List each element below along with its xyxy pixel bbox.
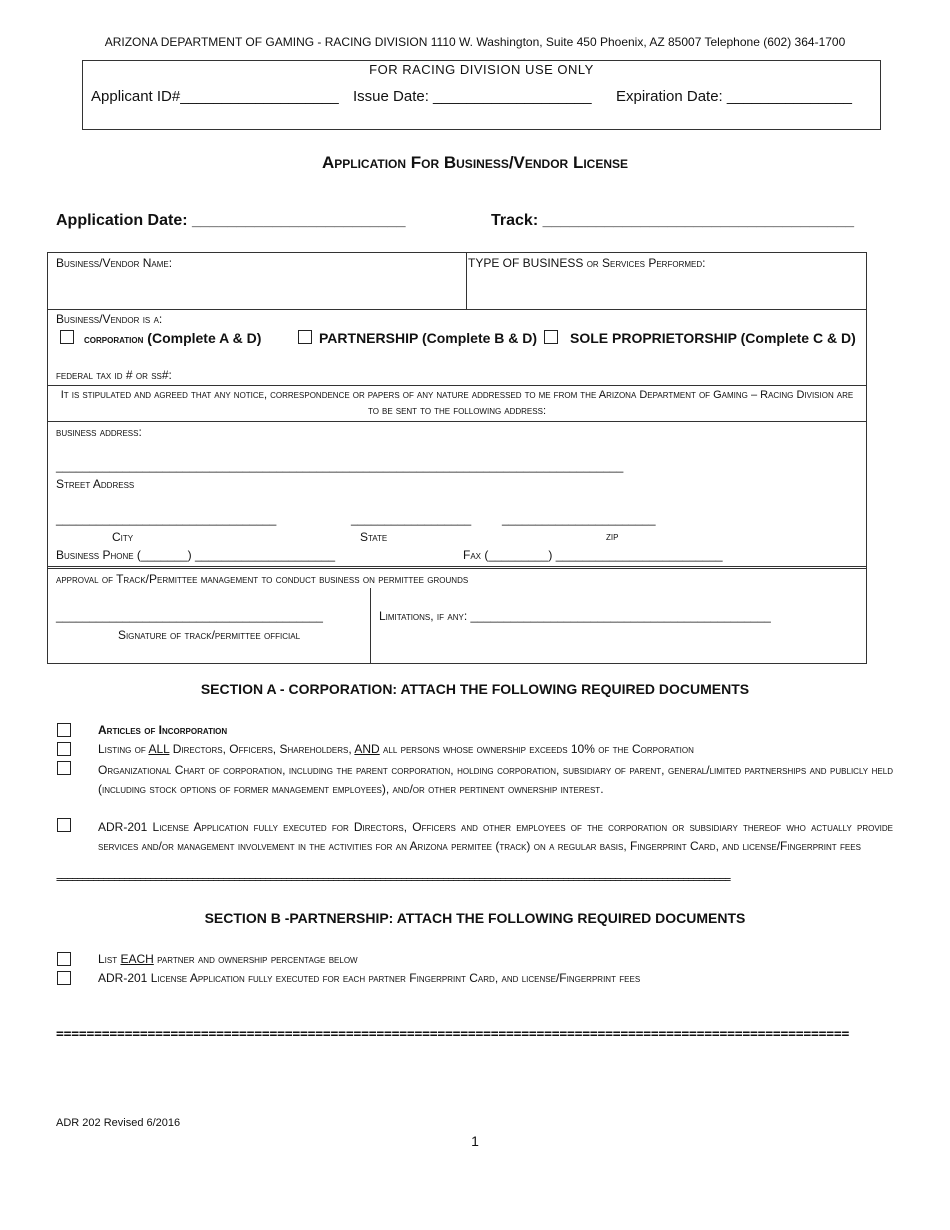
page-number: 1 [471, 1133, 479, 1149]
partner-list-checkbox[interactable] [57, 952, 71, 966]
zip-line[interactable]: _______________________ [502, 512, 656, 526]
expiration-date-field[interactable]: Expiration Date: _______________ [616, 88, 853, 105]
partnership-option-label: PARTNERSHIP (Complete B & D) [319, 330, 538, 346]
business-type-input[interactable] [470, 272, 860, 302]
articles-checkbox[interactable] [57, 723, 71, 737]
office-use-box [82, 60, 881, 130]
state-line[interactable]: __________________ [351, 512, 472, 526]
zip-label: zip [606, 531, 619, 543]
street-address-label: Street Address [56, 477, 135, 491]
form-revision: ADR 202 Revised 6/2016 [56, 1117, 181, 1129]
listing-checkbox[interactable] [57, 742, 71, 756]
city-line[interactable]: _________________________________ [56, 512, 277, 526]
section-b-title: SECTION B -PARTNERSHIP: ATTACH THE FOLLOWING REQUIRED DOCUMENTS [204, 910, 746, 926]
entity-type-label: Business/Vendor is a: [56, 312, 163, 326]
tax-id-input[interactable] [200, 366, 800, 382]
applicant-id-field[interactable]: Applicant ID#___________________ [91, 88, 339, 105]
agency-header: ARIZONA DEPARTMENT OF GAMING - RACING DIVISION 1110 W. Washington, Suite 450 Phoenix, AZ 85007 Telephone (602) 364-1700 [104, 35, 846, 49]
business-name-label: Business/Vendor Name: [56, 256, 173, 270]
issue-date-field[interactable]: Issue Date: ___________________ [353, 88, 592, 105]
business-type-label: TYPE OF BUSINESS or Services Performed: [468, 256, 706, 270]
address-stipulation: It is stipulated and agreed that any notice, correspondence or papers of any nature addressed to me from the Arizona Department of Gaming – Racing Division are to be sent to the following address: [60, 389, 854, 417]
approval-label: approval of Track/Permittee management to conduct business on permittee grounds [56, 572, 469, 586]
listing-item: Listing of ALL Directors, Officers, Shareholders, AND all persons whose ownership exceeds 10% of the Corporation [98, 742, 694, 756]
sole-proprietorship-option-label: SOLE PROPRIETORSHIP (Complete C & D) [570, 330, 856, 346]
partnership-checkbox[interactable] [298, 330, 312, 344]
track-field[interactable]: Track: ___________________________________ [491, 212, 855, 229]
partner-list-item: List EACH partner and ownership percentage below [98, 952, 358, 966]
street-address-line[interactable]: _____________________________________________________________________________________ [56, 459, 624, 473]
org-chart-item: Organizational Chart of corporation, including the parent corporation, holding corporation, subsidiary of parent, general/limited partnerships and publicly held (including stock options of former management employees), and/or other pertinent ownership interest. [98, 763, 893, 796]
adr201-corporation-checkbox[interactable] [57, 818, 71, 832]
city-label: City [112, 530, 134, 544]
articles-item: Articles of Incorporation [98, 723, 228, 737]
signature-label: Signature of track/permittee official [117, 628, 301, 642]
office-use-title: FOR RACING DIVISION USE ONLY [369, 62, 594, 77]
separator-line-bold: ======================================================================================================== [56, 1027, 850, 1042]
corporation-checkbox[interactable] [60, 330, 74, 344]
state-label: State [360, 530, 388, 544]
business-name-input[interactable] [59, 272, 459, 302]
business-phone-field[interactable]: Business Phone (_______) _____________________ [56, 548, 336, 562]
separator-line: ================================================================================================================================= [56, 873, 730, 886]
fax-field[interactable]: Fax (_________) _________________________ [463, 548, 723, 562]
business-address-label: business address: [56, 425, 142, 439]
adr201-corporation-item: ADR-201 License Application fully executed for Directors, Officers and other employees of the corporation or subsidiary thereof who actually provide services and/or management involvement in the activities for an Arizona permitee (track) on a regular basis, Fingerprint Card, and license/Fingerprint fees [98, 820, 893, 853]
corporation-option-label: corporation (Complete A & D) [84, 330, 262, 346]
signature-line[interactable]: ________________________________________ [56, 609, 323, 623]
org-chart-checkbox[interactable] [57, 761, 71, 775]
application-date-field[interactable]: Application Date: ________________________ [56, 212, 406, 229]
limitations-field[interactable]: Limitations, if any: _____________________________________________ [379, 609, 771, 623]
adr201-partner-item: ADR-201 License Application fully executed for each partner Fingerprint Card, and license/Fingerprint fees [98, 971, 641, 985]
adr201-partner-checkbox[interactable] [57, 971, 71, 985]
form-title: Application For Business/Vendor License [321, 153, 629, 172]
tax-id-label: federal tax id # or ss#: [56, 368, 172, 382]
application-form-grid [47, 252, 867, 664]
section-a-title: SECTION A - CORPORATION: ATTACH THE FOLLOWING REQUIRED DOCUMENTS [200, 681, 750, 697]
sole-proprietorship-checkbox[interactable] [544, 330, 558, 344]
